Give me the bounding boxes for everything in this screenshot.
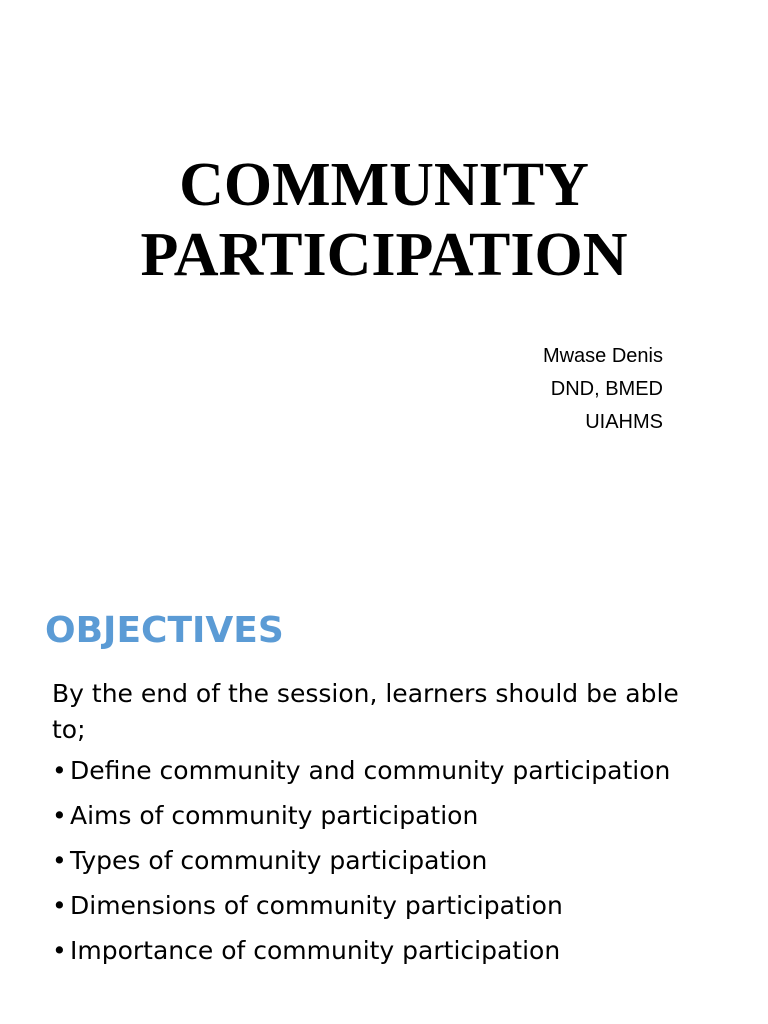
author-credentials: DND, BMED xyxy=(550,378,663,400)
bullet-icon: • xyxy=(52,801,67,830)
objectives-heading: OBJECTIVES xyxy=(45,610,284,651)
list-item-text: Define community and community participation xyxy=(70,756,671,785)
objectives-body xyxy=(52,676,712,979)
author-block xyxy=(543,340,663,439)
title-line-1: COMMUNITY xyxy=(179,151,589,219)
objectives-list xyxy=(52,754,712,968)
bullet-icon: • xyxy=(52,756,67,785)
author-name: Mwase Denis xyxy=(542,345,663,367)
objectives-slide xyxy=(0,576,768,1024)
bullet-icon: • xyxy=(52,846,67,875)
author-institution: UIAHMS xyxy=(585,411,663,433)
list-item xyxy=(52,889,712,923)
list-item-text: Types of community participation xyxy=(70,846,488,875)
list-item xyxy=(52,844,712,878)
list-item-text: Dimensions of community participation xyxy=(70,891,563,920)
list-item-text: Aims of community participation xyxy=(70,801,479,830)
list-item-text: Importance of community participation xyxy=(70,936,561,965)
list-item xyxy=(52,754,712,788)
title-line-2: PARTICIPATION xyxy=(140,221,628,289)
bullet-icon: • xyxy=(52,891,67,920)
bullet-icon: • xyxy=(52,936,67,965)
objectives-intro: By the end of the session, learners should be able to; xyxy=(52,679,679,744)
list-item xyxy=(52,934,712,968)
slide-title xyxy=(0,150,768,290)
list-item xyxy=(52,799,712,833)
